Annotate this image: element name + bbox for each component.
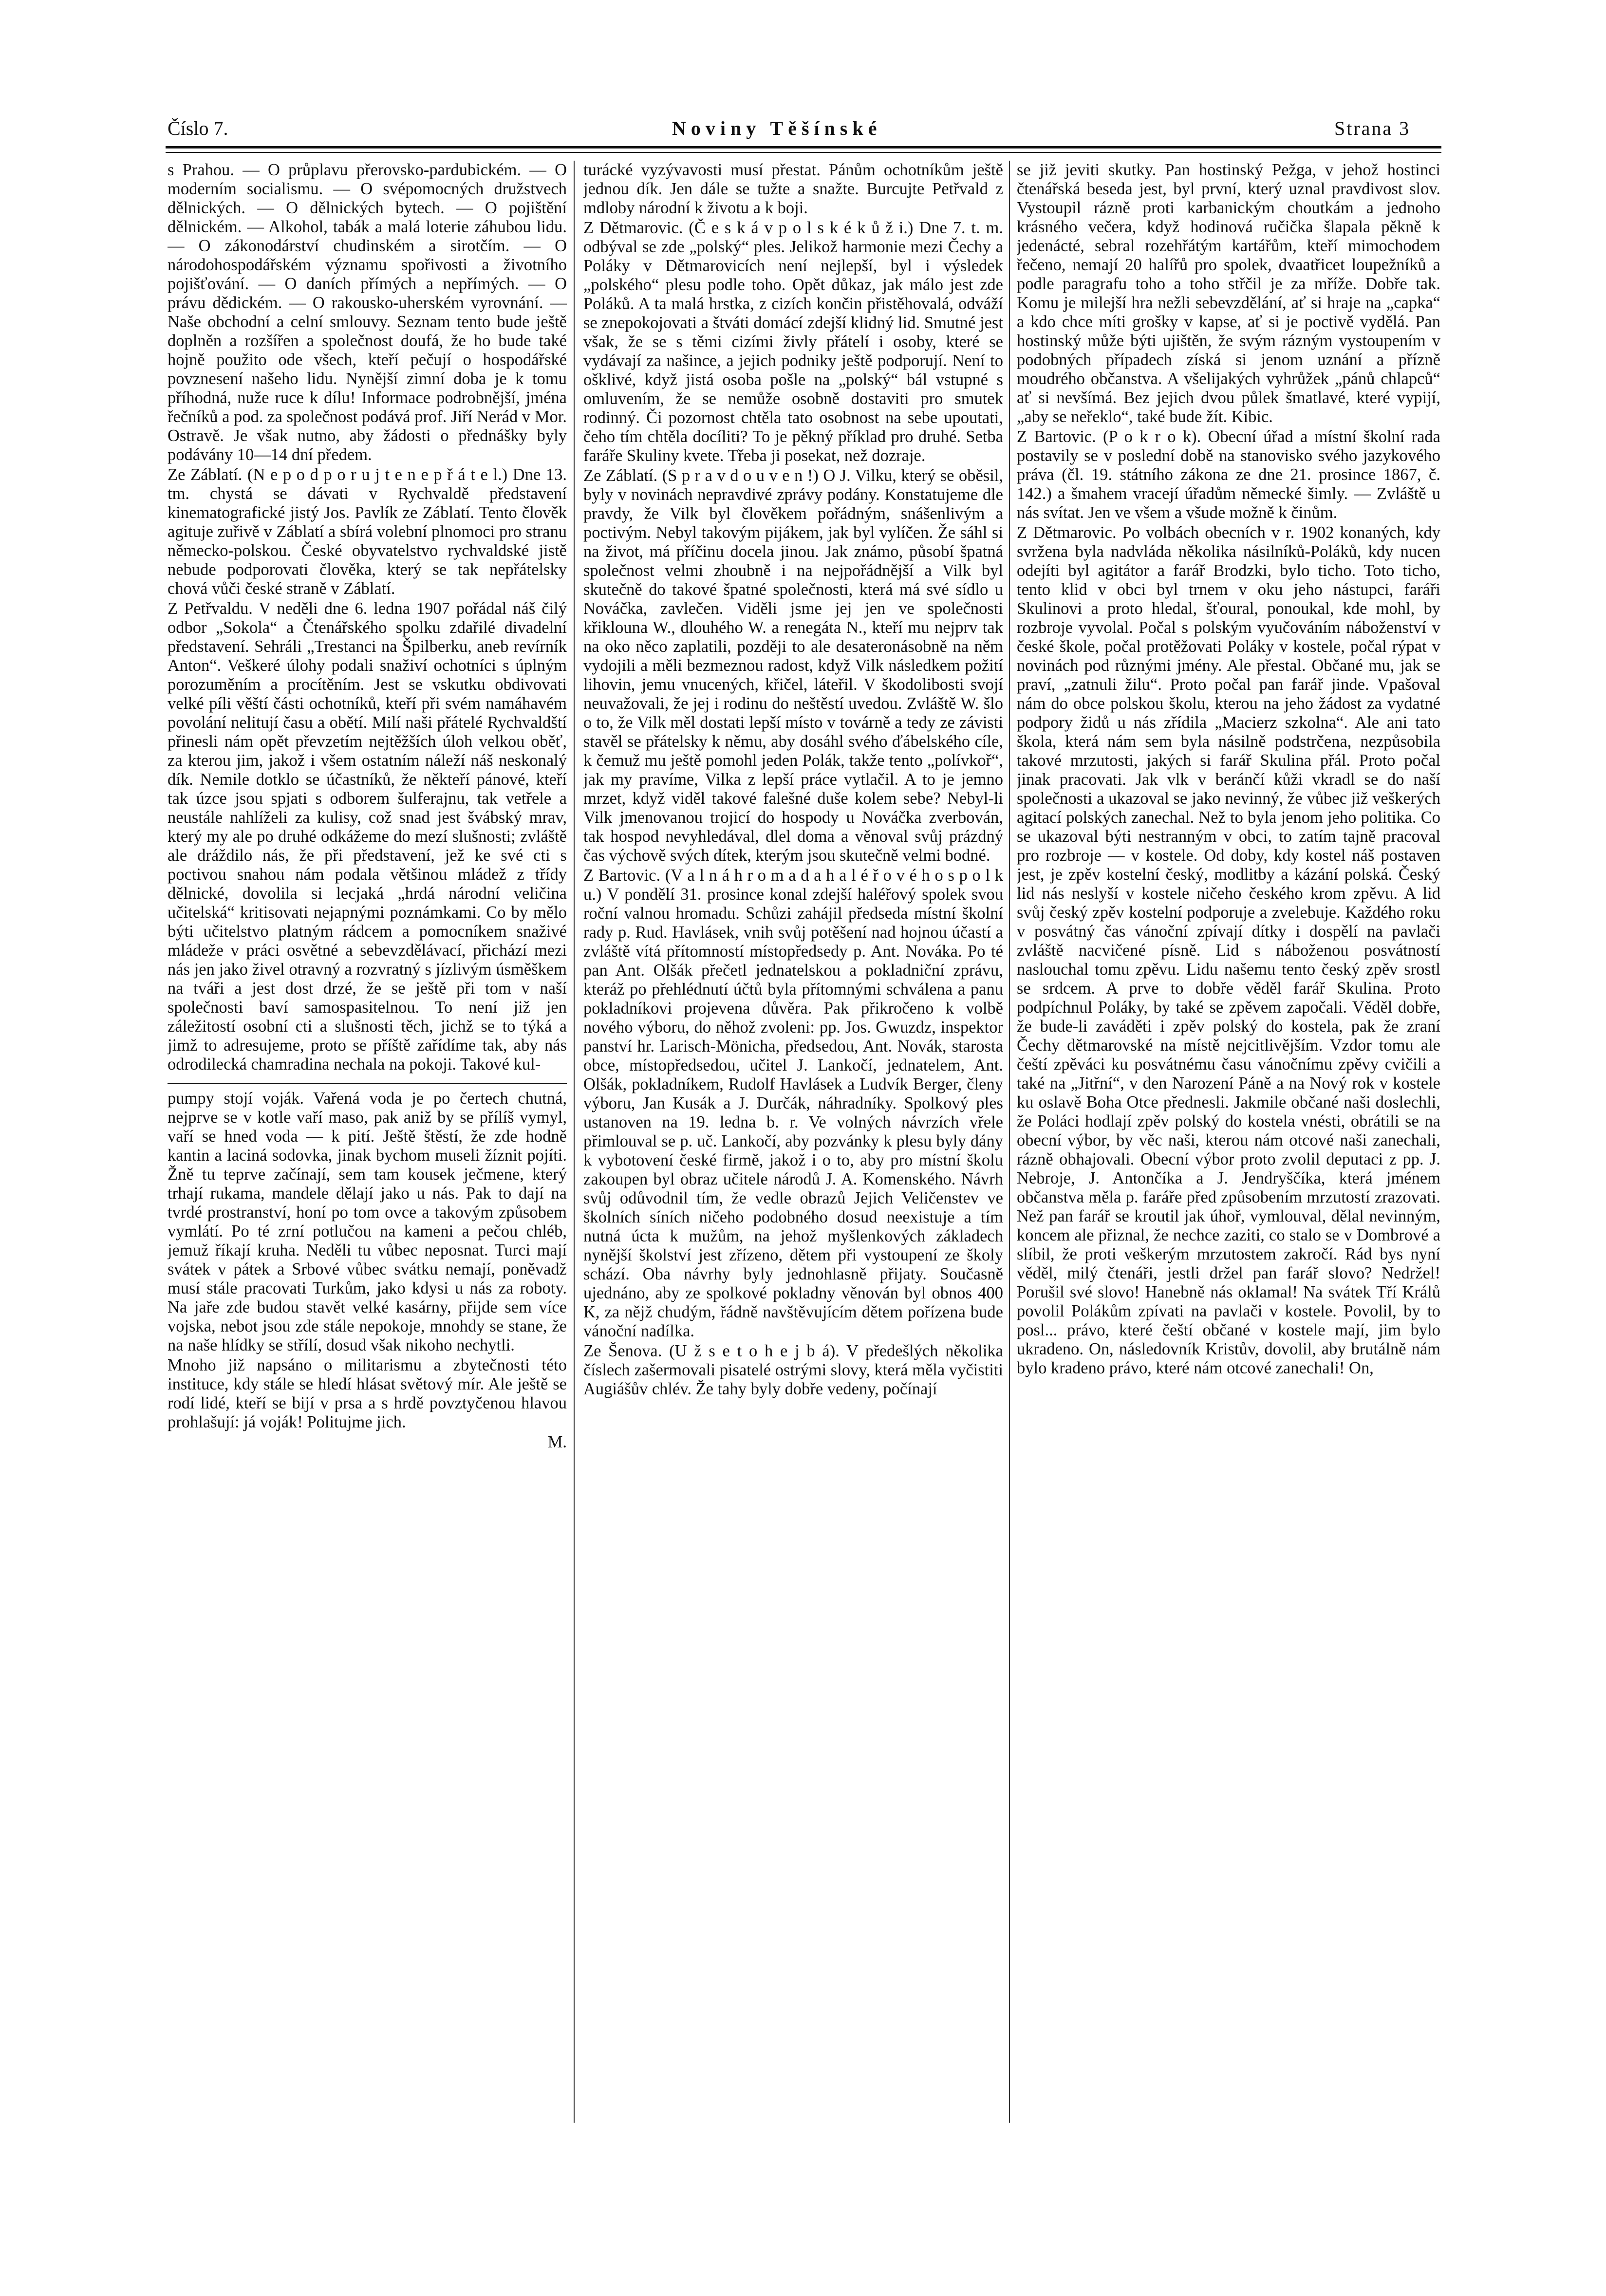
column-divider [1009, 161, 1010, 2123]
article-paragraph: pumpy stojí voják. Vařená voda je po čertech chutná, nejprve se v kotle vaří maso, pak aniž by se přílíš vymyl, vaří se hned voda — k pití. Ještě štěstí, že zde hodně kantin a laciná sodovka, jinak bychom museli žíznit pojíti. Žně tu teprve začínají, sem tam kousek ječmene, který trhají rukama, mandele dělají jako u nás. Pak to dají na tvrdé prostranství, honí po tom ovce a takovým způsobem vymlátí. Po té zrní potlučou na kameni a pečou chléb, jemuž říkají kruha. Neděli tu vůbec neposnat. Turci mají svátek v pátek a Srbové vůbec svátku nemají, poněvadž musí stále pracovati Turkům, jako kdysi u nás za roboty. Na jaře zde budou stavět velké kasárny, přijde sem více vojska, nebot jsou zde stále nepokoje, mnohdy se stane, že na naše hlídky se střílí, dosud však nikoho nechytli. [168, 1089, 567, 1354]
column-3 [1017, 161, 1440, 2123]
article-paragraph: Z Dětmarovic. Po volbách obecních v r. 1902 konaných, kdy svržena byla nadvláda několika násilníků-Poláků, kdy nucen odejíti byl agitátor a farář Brodzki, bylo ticho. Toto ticho, tento klid v obci byl trnem v oku jeho nástupci, faráři Skulinovi a proto hledal, šťoural, ponoukal, kde mohl, by rozbroje vyvolal. Počal s polským vyučováním náboženství v české škole, počal protěžovati Poláky v kostele, počal rýpat v novinách pod různými jmény. Ale přestal. Občané mu, jak se praví, „zatnuli žilu“. Proto počal pan farář jinde. Vpašoval nám do obce polskou školu, kterou na jeho žádost za vydatné podpory židů u nás zřídila „Macierz szkolna“. Ale ani tato škola, která nám sem byla násilně podstrčena, nezpůsobila takové mrzutosti, jakých si farář Skulina přál. Proto počal jinak pracovati. Jak vlk v beránčí kůži vkradl se do naší společnosti a ukazoval se jako nevinný, že vůbec již veškerých agitací polských zanechal. Než to byla jenom jeho politika. Co se ukazoval býti nestranným v obci, to zatím tajně pracoval pro rozbroje — v kostele. Od doby, kdy kostel náš postaven jest, je zpěv kostelní český, modlitby a kázání polská. Český lid nás neslyší v kostele ničeho českého krom zpěvu. A lid svůj český zpěv kostelní podporuje a zvelebuje. Každého roku v posvátný čas vánoční zpívají dítky i dospělí na pavlači zvláště nacvičené písně. Lid s náboženou posvátností naslouchal tomu zpěvu. Lidu našemu tento český zpěv srostl se srdcem. A prve to dobře věděl farář Skulina. Proto podpíchnul Poláky, by také se zpěvem započali. Věděl dobře, že bude-li zaváděti i zpěv polský do kostela, pak že zraní Čechy dětmarovské na místě nejcitlivějším. Vzdor tomu ale čeští zpěváci ku posvátnému času vánočnímu zpěvy cvičili a také na „Jitřní“, v den Narození Páně a na Nový rok v kostele ku oslavě Boha Otce přednesli. Jakmile občané naši doslechli, že Poláci hodlají zpěv polský do kostela vnésti, obrátili se na obecní výbor, by věc naši, kterou nám otcové naši zanechali, rázně obhajovali. Obecní výbor proto zvolil deputaci z pp. J. Nebroje, J. Antončíka a J. Jendryščíka, která jménem občanstva měla p. faráře před způsobením mrzutostí zrazovati. Než pan farář se kroutil jak úhoř, vymlouval, dělal nevinným, koncem ale přiznal, že nechce zaziti, co stalo se v Dombrové a slíbil, že proti veškerým mrzutostem zakročí. Rád bys nyní věděl, milý čtenáři, jestli držel pan farář slovo? Nedržel! Porušil své slovo! Hanebně nás oklamal! Na svátek Tří Králů povolil Polákům zpívati na pavlači v kostele. Povolil, by to posl... právo, které čeští občané v kostele mají, jim bylo ukradeno. On, následovník Kristův, dovolil, aby brutálně nám bylo kradeno právo, které nám otcové zanechali! On, [1017, 523, 1440, 1377]
article-paragraph: Z Bartovic. (P o k r o k). Obecní úřad a místní školní rada postavily se v poslední době na stanovisko svého jazykového práva (čl. 19. státního zákona ze dne 21. prosince 1867, č. 142.) a šmahem vracejí úřadům německé šimly. — Zvláště u nás svítat. Jen ve všem a všude možně k činům. [1017, 427, 1440, 522]
header-rule-thin [166, 152, 1441, 153]
feuilleton-section [168, 1083, 567, 1452]
article-paragraph: Z Bartovic. (V a l n á h r o m a d a h a l é ř o v é h o s p o l k u.) V pondělí 31. prosince konal zdejší haléřový spolek svou roční valnou hromadu. Schůzi zahájil předseda místní školní rady p. Rud. Havlásek, vnih svůj potěšení nad hojnou účastí a zvláště vítá přítomností místopředsedy p. Ant. Nováka. Po té pan Ant. Olšák přečetl jednatelskou a pokladniční zprávu, kteráž po přehlédnutí účtů byla přítomnými schválena a panu pokladníkovi projevena důvěra. Pak přikročeno k volbě nového výboru, do něhož zvoleni: pp. Jos. Gwuzdz, inspektor panství hr. Larisch-Mönicha, předsedou, Ant. Novák, starosta obce, místopředsedou, učitel J. Lankočí, jednatelem, Ant. Olšák, pokladníkem, Rudolf Havlásek a Ludvík Berger, členy výboru, Jan Kusák a J. Durčák, náhradníky. Spolkový ples ustanoven na 19. ledna b. r. Ve volných návrzích vřele přimlouval se p. uč. Lankočí, aby pozvánky k plesu byly dány k vybotovení české firmě, jakož i o to, aby pro místní školu zakoupen byl obraz učitele národů J. A. Komenského. Návrh svůj odůvodnil tím, že vedle obrazů Jejich Veličenstev ve školních síních ničeho podobného dosud neexistuje a tím nutná úcta k mužům, na jehož myšlenkových základech nynější školství jest zřízeno, dětem při vystoupení ze školy schází. Oba návrhy byly jednohlasně přijaty. Současně ujednáno, aby ze spolkové pokladny věnován byl obnos 400 K, za nějž chudým, řádně navštěvujícím dětem pořízena bude vánoční nadílka. [583, 866, 1003, 1340]
article-paragraph: Ze Záblatí. (S p r a v d o u v e n !) O J. Vilku, který se oběsil, byly v novinách nepravdivé zprávy podány. Konstatujeme dle pravdy, že Vilk byl člověkem pořádným, snášenlivým a poctivým. Nebyl takovým pijákem, jak byl vylíčen. Že sáhl si na život, má příčinu docela jinou. Jak známo, působí špatná společnost velmi zhoubně i na nejpořádnější a Vilk byl skutečně do takové špatné společnosti, která má své sídlo u Nováčka, zavlečen. Viděli jsme jej jen ve společnosti křiklouna W., dlouhého W. a renegáta N., kteří mu nejprv tak na oko něco zaplatili, později to ale desateronásobně na něm vydojili a měli bezmeznou radost, když Vilk následkem požití lihovin, jemu vnucených, křičel, láteřil. V škodolibosti svojí neuvažovali, že jej i rodinu do neštěstí uvedou. Zvláště W. šlo o to, že Vilk měl dostati lepší místo v továrně a tedy ze závisti stavěl se přátelsky k němu, aby dosáhl svého ďábelského cíle, k čemuž mu ještě pomohl jeden Polák, takže tento „polívkoř“, jak my pravíme, Vilka z lepší práce vytlačil. A to je jemno mrzet, když viděl takové falešné duše kolem sebe? Nebyl-li Vilk jmenovanou trojicí do hospody u Nováčka zverbován, tak hospod nevyhledával, dlel doma a věnoval svůj prázdný čas výchově svých dítek, kterým jsou skutečně velmi bodné. [583, 466, 1003, 865]
article-paragraph: Ze Šenova. (U ž s e t o h e j b á). V předešlých několika číslech zašermovali pisatelé ostrými slovy, která měla vyčistiti Augiášův chlév. Že tahy byly dobře vedeny, počínají [583, 1342, 1003, 1398]
author-signature: M. [547, 1433, 567, 1451]
article-paragraph: Ze Záblatí. (N e p o d p o r u j t e n e p ř á t e l.) Dne 13. tm. chystá se dávati v Rychvaldě představení kinematografické jistý Jos. Pavlík ze Záblatí. Tento člověk agituje zuřivě v Záblatí a sbírá volební plnomoci pro stranu německo-polskou. České obyvatelstvo rychvaldské jistě nebude podporovati člověka, který se tak nepřátelsky chová vůči české straně v Záblatí. [168, 465, 567, 598]
article-paragraph: Z Petřvaldu. V neděli dne 6. ledna 1907 pořádal náš čilý odbor „Sokola“ a Čtenářského spolku zdařilé divadelní představení. Sehráli „Trestanci na Špilberku, aneb revírník Anton“. Veškeré úlohy podali snaživí ochotníci s úplným porozuměním a procítěním. Jest se vskutku obdivovati velké píli věští části ochotníků, kteří při svém namáhavém povolání nelitují času a obětí. Milí naši přátelé Rychvaldští přinesli nám opět převzetím nejtěžších úloh velkou oběť, za kterou jim, jakož i všem ostatním náleží náš neskonalý dík. Nemile dotklo se účastníků, že někteří pánové, kteří tak úzce jsou spjati s odborem šulferajnu, tak vetřele a neustále nahlíželi za kulisy, což snad jest švábský mrav, který my ale po druhé odkážeme do mezí slušnosti; zvláště ale dráždilo nás, že při představení, jež ke své cti s poctivou snahou nám podala většinou mládež z třídy dělnické, dovolila si lecjaká „hrdá národní veličina učitelská“ kritisovati nejapnými poznámkami. Co by mělo býti učitelstvo platným rádcem a pomocníkem snaživé mládeže v práci osvětné a sebevzdělávací, přichází mezi nás jen jako živel otravný a rozvratný s jízlivým úsměškem na tváři a jest dost drzé, že se ještě při tom v naší společnosti baví samospasitelnou. To není již jen záležitostí osobní cti a slušnosti těch, jichž se to týká a jimž to adresujeme, proto se příště zařídíme tak, aby nás odrodilecká chamradina nechala na pokoji. Takové kul- [168, 599, 567, 1074]
article-paragraph: s Prahou. — O průplavu přerovsko-pardubickém. — O moderním socialismu. — O svépomocných družstvech dělnických. — O dělnických bytech. — O pojištění dělnickém. — Alkohol, tabák a malá loterie záhubou lidu. — O zákonodárství chudinském a sirotčím. — O národohospodářském významu spořivosti a životního pojišťování. — O daních přímých a nepřímých. — O právu dědickém. — O rakousko-uherském vyrovnání. — Naše obchodní a celní smlouvy. Seznam tento bude ještě doplněn a rozšířen a společnost doufá, že ho bude také hojně použito ode všech, kteří pečují o hospodářské povznesení našeho lidu. Nynější zimní doba je k tomu příhodná, nuže ruce k dílu! Informace podrobnější, jména řečníků a pod. za společnost podává prof. Jiří Nerád v Mor. Ostravě. Je však nutno, aby žádosti o přednášky byly podávány 10—14 dní předem. [168, 161, 567, 464]
article-paragraph: se již jeviti skutky. Pan hostinský Pežga, v jehož hostinci čtenářská beseda jest, byl první, který uznal pravdivost slov. Vystoupil rázně proti karbanickým choutkám a jednoho krásného večera, když hodinová ručička šlapala pěkně k jedenácté, sebral rozehřátým kartářům, kteří mimochodem řečeno, nemají 20 halířů pro spolek, dvaatřicet loupežníků a podle paragrafu toho a toho střčil je za mříže. Dobře tak. Komu je milejší hra nežli sebevzdělání, ať si hraje na „capka“ a kdo chce míti grošky v kapse, ať si je poctivě vydělá. Pan hostinský může býti ujištěn, že svým rázným vystoupením v podobných případech získá si jenom uznání a přízně moudrého občanstva. A všelijakých vyhrůžek „pánů chlapců“ ať si nevšímá. Bez jejich dvou půlek šmatlavé, které vypijí, „aby se neřeklo“, také bude žít. Kibic. [1017, 161, 1440, 426]
page-number: Strana 3 [1334, 117, 1411, 139]
header-rule [166, 146, 1441, 148]
article-paragraph: turácké vyzývavosti musí přestat. Pánům ochotníkům ještě jednou dík. Jen dále se tužte a snažte. Burcujte Petřvald z mdloby národní k životu a k boji. [583, 161, 1003, 217]
article-paragraph: Z Dětmarovic. (Č e s k á v p o l s k é k ů ž i.) Dne 7. t. m. odbýval se zde „polský“ ples. Jelikož harmonie mezi Čechy a Poláky v Dětmarovicích není nejlepší, byl i výsledek „polského“ plesu podle toho. Opět důkaz, jak málo jest zde Poláků. A ta malá hrstka, z cizích končin přistěhovalá, odváží se znepokojovati a štváti domácí zdejší klidný lid. Smutné jest však, že se s těmi cizími živly přátelí i osoby, které se vydávají za našince, a jejich podniky ještě podporují. Není to ošklivé, když jistá osoba pošle na „polský“ bál vstupné s omluvením, že se nemůže osobně dostaviti pro smutek rodinný. Či pozornost chtěla tato osobnost na sebe upoutati, čeho tím chtěla docíliti? To je pěkný příklad pro druhé. Setba faráře Skuliny kvete. Třeba ji posekat, než dozraje. [583, 219, 1003, 465]
column-2 [583, 161, 1003, 2123]
column-divider [574, 161, 575, 2123]
column-1 [168, 161, 567, 2123]
article-paragraph: Mnoho již napsáno o militarismu a zbytečnosti této instituce, kdy stále se hledí hlásat světový mír. Ale ještě se rodí lidé, kteří se bijí v prsa a s hrdě povztyčenou hlavou prohlašují: já voják! Politujme jich. [168, 1356, 567, 1431]
issue-number: Číslo 7. [168, 117, 228, 139]
newspaper-title: Noviny Těšínské [672, 117, 882, 139]
